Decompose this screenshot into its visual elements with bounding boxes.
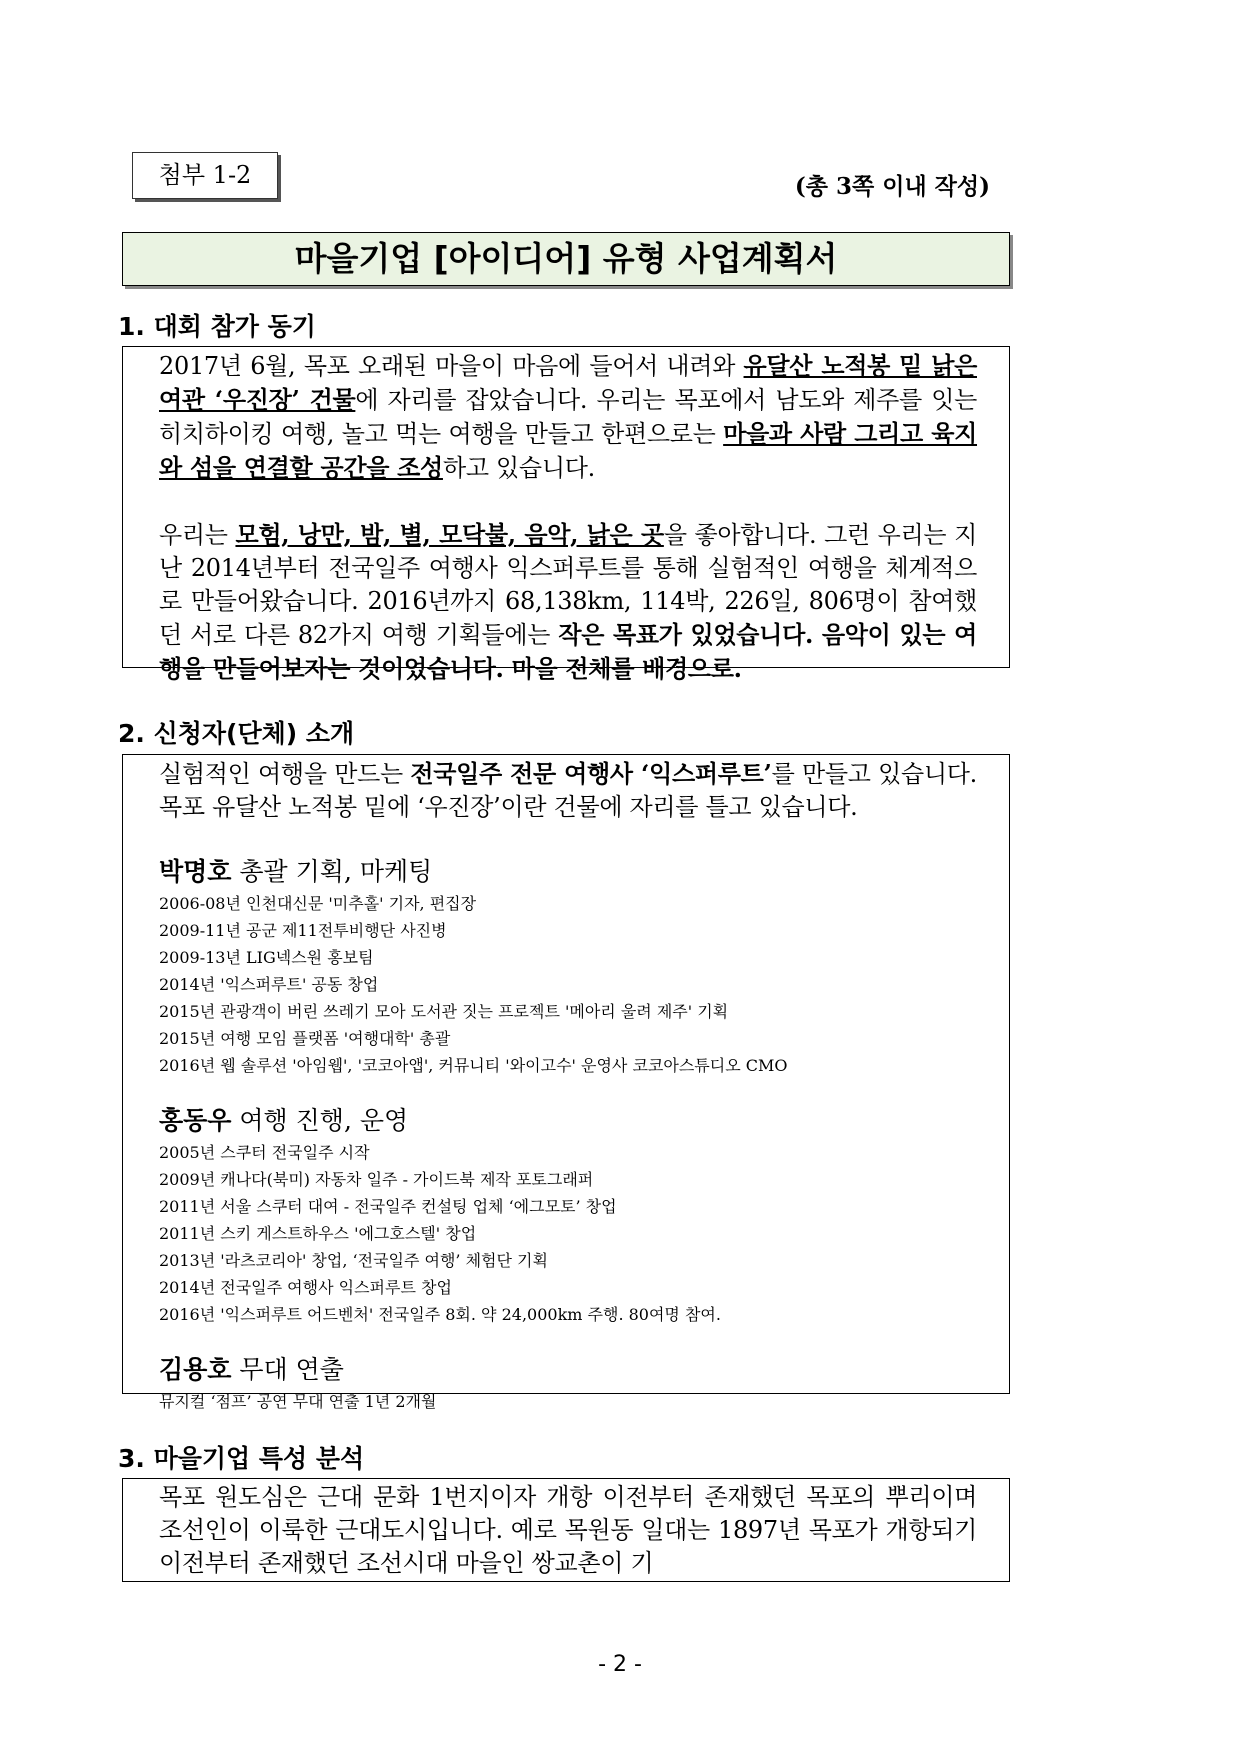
section3-box (122, 1478, 1010, 1582)
text-run: 우리는 (159, 521, 236, 549)
section2-box (122, 754, 1010, 1411)
member-heading (159, 1352, 977, 1388)
attachment-label: 첨부 1-2 (132, 152, 278, 199)
page-number: - 2 - (598, 1652, 642, 1677)
section2-intro (159, 757, 977, 824)
emphasized-text: 모험, 낭만, 밤, 별, 모닥불, 음악, 낡은 곳 (235, 520, 664, 549)
section1-paragraph-1 (159, 349, 977, 485)
career-item: 2009-11년 공군 제11전투비행단 사진병 (159, 921, 447, 940)
career-item: 2015년 여행 모임 플랫폼 '여행대학' 총괄 (159, 1029, 451, 1048)
text-run: 를 만들고 있습니다. 목포 유달산 노적봉 밑에 ‘우진장’이란 건물에 자리를 틀고 있습니다. (159, 760, 977, 821)
career-item: 2013년 '라츠코리아' 창업, ‘전국일주 여행’ 체험단 기획 (159, 1251, 548, 1270)
text-run: 실험적인 여행을 만드는 (159, 760, 411, 788)
career-list (159, 1139, 977, 1328)
career-item: 2016년 '익스퍼루트 어드벤처' 전국일주 8회. 약 24,000km 주행. 80여명 참여. (159, 1305, 721, 1324)
career-item: 2009-13년 LIG넥스원 홍보팀 (159, 948, 374, 967)
text-run: 2017년 6월, 목포 오래된 마을이 마음에 들어서 내려와 (159, 352, 744, 380)
member-heading (159, 1103, 977, 1139)
career-list (159, 1388, 977, 1415)
member-list (159, 854, 977, 1415)
member-heading (159, 854, 977, 890)
career-item: 2009년 캐나다(북미) 자동차 일주 - 가이드북 제작 포토그래퍼 (159, 1170, 594, 1189)
section1-heading: 1. 대회 참가 동기 (118, 312, 316, 341)
career-item: 2005년 스쿠터 전국일주 시작 (159, 1143, 370, 1162)
member-entry (159, 1103, 977, 1328)
member-entry (159, 1352, 977, 1415)
career-item: 뮤지컬 ‘점프’ 공연 무대 연출 1년 2개월 (159, 1392, 437, 1411)
member-name: 김용호 (159, 1355, 232, 1384)
emphasized-text: 전국일주 전문 여행사 ‘익스퍼루트’ (410, 759, 772, 788)
section1-box (122, 346, 1010, 683)
career-item: 2011년 서울 스쿠터 대여 - 전국일주 컨설팅 업체 ‘에그모토’ 창업 (159, 1197, 617, 1216)
emphasized-text: 마을과 사람 그리고 육지와 섬을 연결할 공간을 조성 (159, 419, 978, 482)
member-role: 여행 진행, 운영 (231, 1106, 409, 1135)
text-run: 하고 있습니다. (442, 454, 595, 482)
text-run: 을 좋아합니다. 그런 우리는 지난 2014년부터 전국일주 여행사 익스퍼루트를 통해 실험적인 여행을 체계적으로 만들어왔습니다. 2016년까지 68,138km, 114박, 226일, 806명이 참여했던 서로 다른 82가지 여행 기획들에는 (159, 521, 977, 649)
emphasized-text: 유달산 노적봉 밑 낡은 여관 ‘우진장’ 건물 (159, 351, 977, 414)
member-name: 박명호 (159, 857, 232, 886)
career-list (159, 890, 977, 1079)
section2-heading: 2. 신청자(단체) 소개 (118, 719, 355, 748)
section3-paragraph: 목포 원도심은 근대 문화 1번지이자 개항 이전부터 존재했던 목포의 뿌리이며 조선인이 이룩한 근대도시입니다. 예로 목원동 일대는 1897년 목포가 개항되기 이전부터 존재했던 조선시대 마을인 쌍교촌이 기 (159, 1483, 977, 1577)
career-item: 2016년 웹 솔루션 '아임웹', '코코아앱', 커뮤니티 '와이고수' 운영사 코코아스튜디오 CMO (159, 1056, 788, 1075)
career-item: 2011년 스키 게스트하우스 '에그호스텔' 창업 (159, 1224, 477, 1243)
member-name: 홍동우 (159, 1106, 232, 1135)
emphasized-text: 작은 목표가 있었습니다. 음악이 있는 여행을 만들어보자는 것이었습니다. 마을 전체를 배경으로. (159, 620, 977, 683)
member-role: 총괄 기획, 마케팅 (231, 857, 433, 886)
member-role: 무대 연출 (231, 1355, 344, 1384)
member-entry (159, 854, 977, 1079)
text-run: 에 자리를 잡았습니다. 우리는 목포에서 남도와 제주를 잇는 히치하이킹 여행, 놀고 먹는 여행을 만들고 한편으로는 (159, 386, 977, 448)
career-item: 2014년 전국일주 여행사 익스퍼루트 창업 (159, 1278, 452, 1297)
page-limit-note: (총 3쪽 이내 작성) (794, 173, 990, 200)
section3-heading: 3. 마을기업 특성 분석 (118, 1444, 365, 1473)
section1-paragraph-2 (159, 518, 977, 686)
document-title: 마을기업 [아이디어] 유형 사업계획서 (122, 232, 1010, 286)
career-item: 2006-08년 인천대신문 '미추홀' 기자, 편집장 (159, 894, 477, 913)
career-item: 2014년 '익스퍼루트' 공동 창업 (159, 975, 379, 994)
career-item: 2015년 관광객이 버린 쓰레기 모아 도서관 짓는 프로젝트 '메아리 울려 제주' 기획 (159, 1002, 729, 1021)
